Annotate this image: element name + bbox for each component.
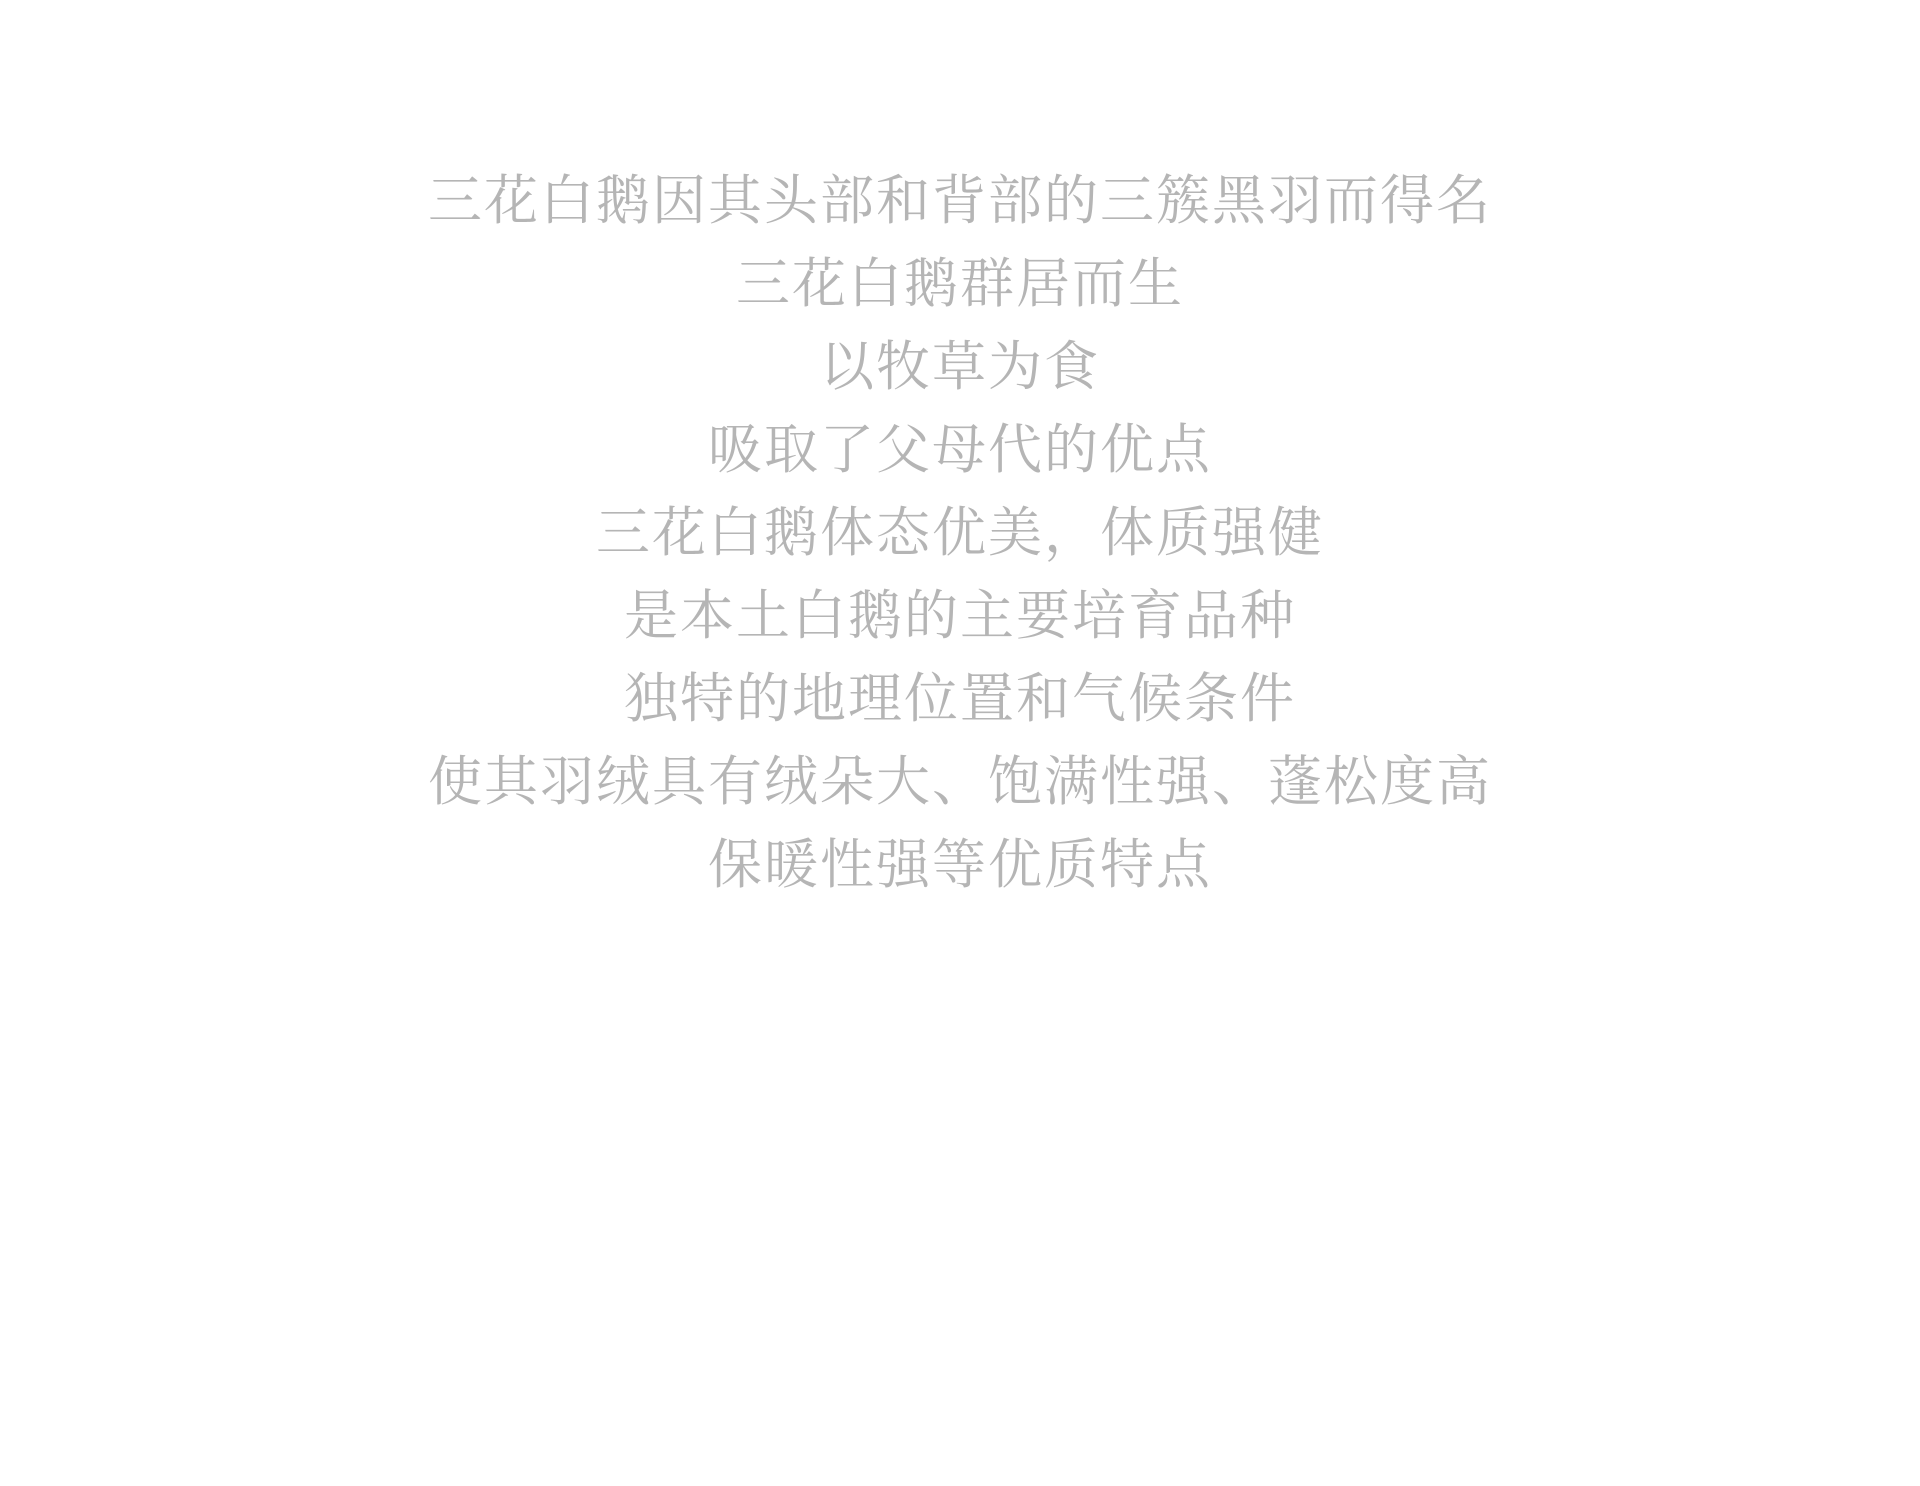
text-line: 保暖性强等优质特点	[708, 835, 1212, 895]
text-line: 是本土白鹅的主要培育品种	[624, 586, 1296, 646]
text-line: 使其羽绒具有绒朵大、饱满性强、蓬松度高	[428, 752, 1492, 812]
text-line: 吸取了父母代的优点	[708, 420, 1212, 480]
text-line: 三花白鹅群居而生	[736, 254, 1184, 314]
text-line: 以牧草为食	[820, 337, 1100, 397]
text-line: 三花白鹅因其头部和背部的三簇黑羽而得名	[428, 171, 1492, 231]
text-line: 独特的地理位置和气候条件	[624, 669, 1296, 729]
text-line: 三花白鹅体态优美，体质强健	[596, 503, 1324, 563]
description-text-block	[0, 160, 1920, 907]
